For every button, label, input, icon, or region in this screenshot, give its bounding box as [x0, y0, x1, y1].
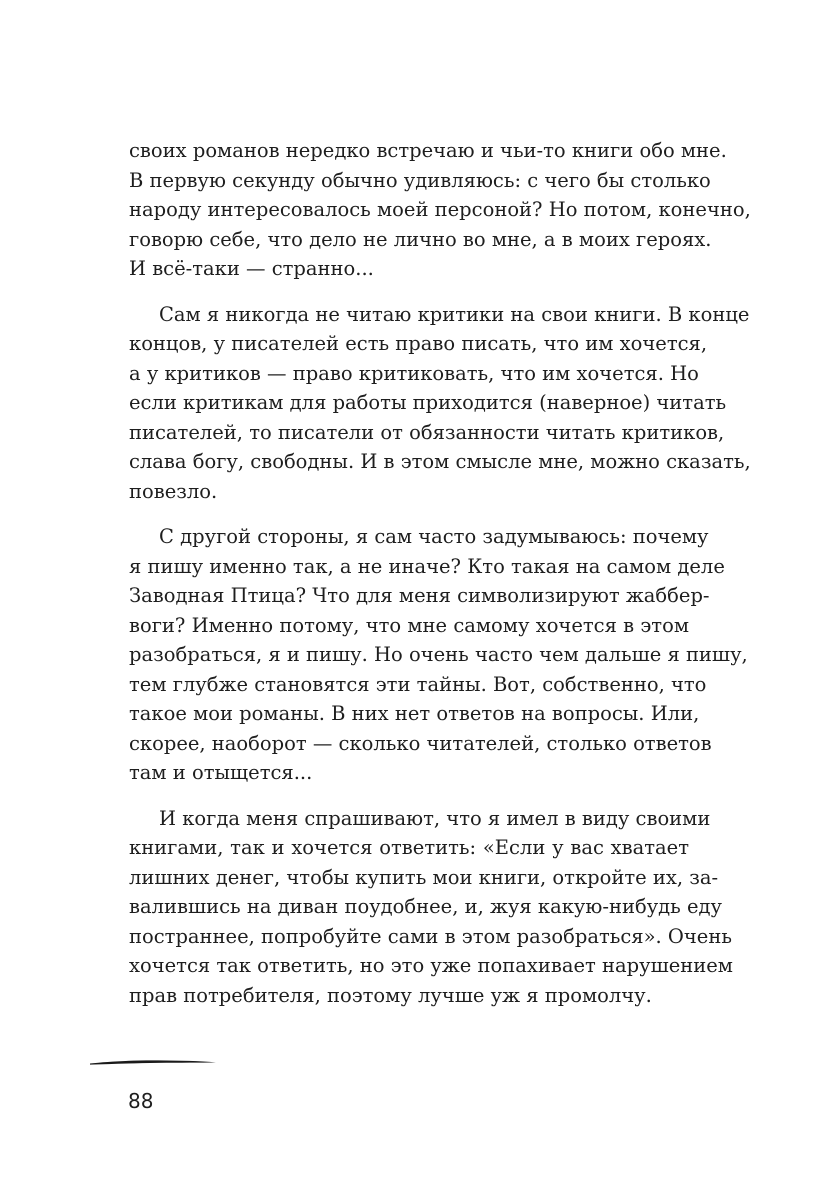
- text-line: повезло.: [129, 479, 218, 503]
- text-line: концов, у писателей есть право писать, что им хочется,: [129, 332, 708, 355]
- text-line: Сам я никогда не читаю критики на свои книги. В конце: [159, 302, 750, 326]
- paragraph-1: [129, 136, 751, 284]
- paragraph-4: [129, 804, 733, 1011]
- text-line: там и отыщется...: [129, 761, 313, 784]
- paragraph-2: [129, 300, 751, 507]
- paragraph-3: [129, 522, 748, 788]
- text-line: своих романов нередко встречаю и чьи-то книги обо мне.: [129, 139, 727, 162]
- text-line: такое мои романы. В них нет ответов на вопросы. Или,: [129, 702, 700, 725]
- text-line: если критикам для работы приходится (наверное) читать: [129, 391, 727, 414]
- text-line: слава богу, свободны. И в этом смысле мне, можно сказать,: [129, 450, 751, 473]
- page-number: 88: [128, 1089, 154, 1113]
- brush-stroke-path: [90, 1060, 216, 1064]
- text-line: воги? Именно потому, что мне самому хочется в этом: [129, 613, 689, 637]
- text-line: С другой стороны, я сам часто задумываюсь: почему: [159, 525, 709, 548]
- text-line: В первую секунду обычно удивляюсь: с чего бы столько: [129, 168, 711, 192]
- text-line: скорее, наоборот — сколько читателей, столько ответов: [129, 731, 712, 755]
- text-line: разобраться, я и пишу. Но очень часто чем дальше я пишу,: [129, 643, 748, 666]
- text-line: а у критиков — право критиковать, что им хочется. Но: [129, 361, 699, 385]
- text-line: народу интересовалось моей персоной? Но потом, конечно,: [129, 198, 751, 221]
- text-line: писателей, то писатели от обязанности читать критиков,: [129, 420, 725, 444]
- text-line: И всё-таки — странно...: [129, 257, 374, 280]
- text-line: Заводная Птица? Что для меня символизируют жаббер-: [129, 584, 710, 607]
- brush-stroke-divider: [88, 1054, 218, 1068]
- text-line: лишних денег, чтобы купить мои книги, откройте их, за-: [129, 865, 719, 889]
- text-line: И когда меня спрашивают, что я имел в виду своими: [159, 806, 711, 830]
- text-line: валившись на диван поудобнее, и, жуя какую-нибудь еду: [129, 895, 723, 918]
- text-line: тем глубже становятся эти тайны. Вот, собственно, что: [129, 672, 707, 696]
- text-line: хочется так ответить, но это уже попахивает нарушением: [129, 954, 733, 977]
- text-line: говорю себе, что дело не лично во мне, а в моих героях.: [129, 227, 712, 251]
- text-line: прав потребителя, поэтому лучше уж я промолчу.: [129, 983, 652, 1007]
- body-text: [129, 136, 751, 1026]
- text-line: я пишу именно так, а не иначе? Кто такая на самом деле: [129, 554, 725, 578]
- text-line: постраннее, попробуйте сами в этом разобраться». Очень: [129, 924, 732, 948]
- text-line: книгами, так и хочется ответить: «Если у вас хватает: [129, 836, 689, 859]
